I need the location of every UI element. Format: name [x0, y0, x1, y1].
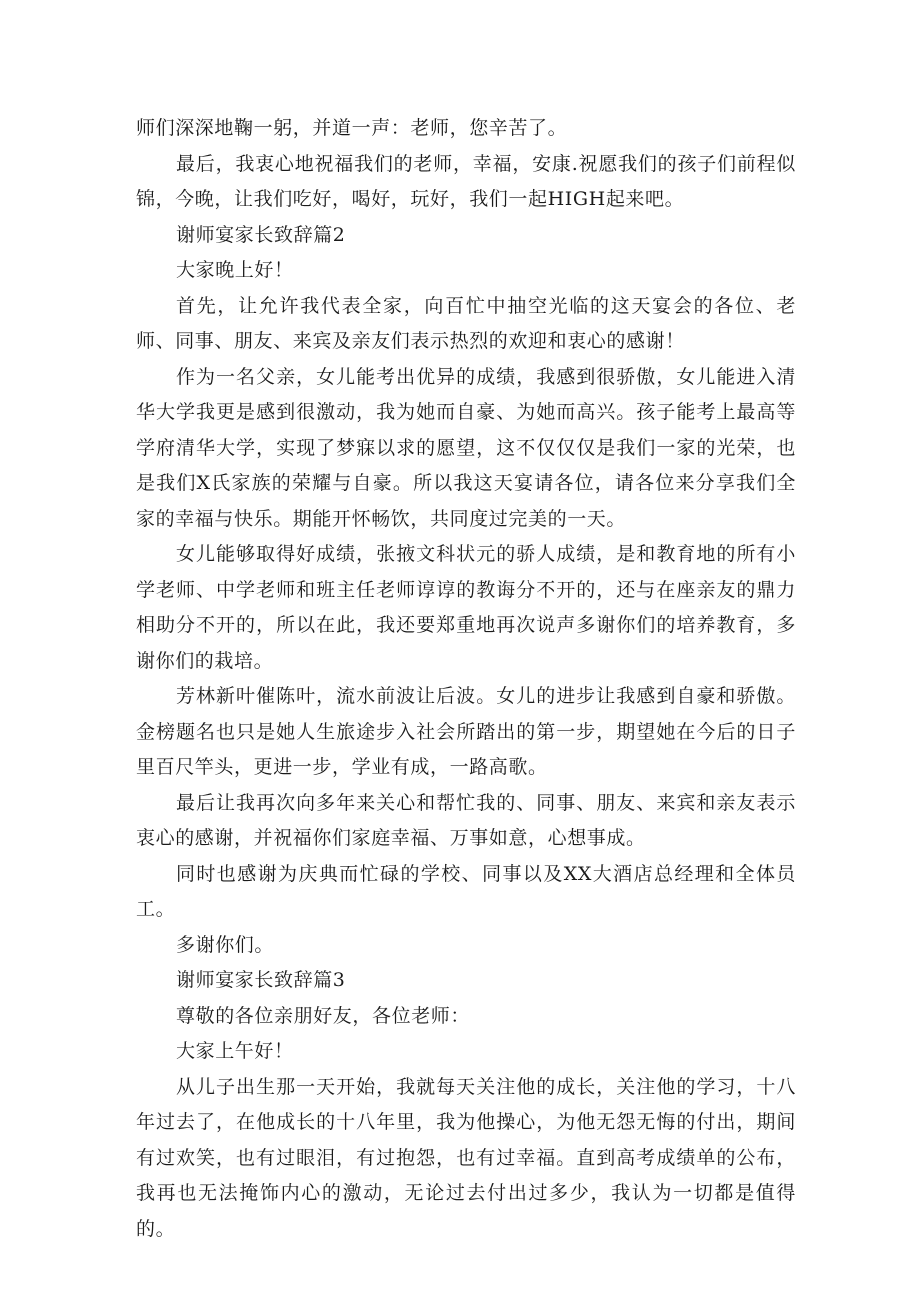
paragraph-welcome: 首先，让允许我代表全家，向百忙中抽空光临的这天宴会的各位、老师、同事、朋友、来宾及亲友们表示热烈的欢迎和衷心的感谢！	[136, 294, 796, 352]
paragraph-progress: 芳林新叶催陈叶，流水前波让后波。女儿的进步让我感到自豪和骄傲。金榜题名也只是她人生旅途步入社会所踏出的第一步，期望她在今后的日子里百尺竿头，更进一步，学业有成，一路高歌。	[136, 685, 796, 778]
paragraph-final-thanks: 最后让我再次向多年来关心和帮忙我的、同事、朋友、来宾和亲友表示衷心的感谢，并祝福你们家庭幸福、万事如意，心想事成。	[136, 791, 796, 849]
section-heading-3: 谢师宴家长致辞篇3	[176, 969, 346, 991]
paragraph-thank-you: 多谢你们。	[176, 933, 275, 956]
greeting-morning: 大家上午好！	[176, 1040, 294, 1062]
salutation: 尊敬的各位亲朋好友，各位老师：	[176, 1004, 471, 1027]
paragraph-closing-wishes: 最后，我衷心地祝福我们的老师，幸福，安康.祝愿我们的孩子们前程似锦，今晚，让我们吃好，喝好，玩好，我们一起HIGH起来吧。	[136, 152, 796, 210]
document-body	[136, 111, 796, 1247]
paragraph-teachers-thanks: 女儿能够取得好成绩，张掖文科状元的骄人成绩，是和教育地的所有小学老师、中学老师和班主任老师谆谆的教诲分不开的，还与在座亲友的鼎力相助分不开的，所以在此，我还要郑重地再次说声多谢你们的培养教育，多谢你们的栽培。	[136, 543, 796, 672]
section-heading-2: 谢师宴家长致辞篇2	[176, 223, 346, 246]
paragraph-father-pride: 作为一名父亲，女儿能考出优异的成绩，我感到很骄傲，女儿能进入清华大学我更是感到很激动，我为她而自豪、为她而高兴。孩子能考上最高等学府清华大学，实现了梦寐以求的愿望，这不仅仅仅是我们一家的光荣，也是我们X氏家族的荣耀与自豪。所以我这天宴请各位，请各位来分享我们全家的幸福与快乐。期能开怀畅饮，共同度过完美的一天。	[136, 365, 796, 530]
greeting-evening: 大家晚上好！	[176, 259, 294, 281]
paragraph-son-growth: 从儿子出生那一天开始，我就每天关注他的成长，关注他的学习，十八年过去了，在他成长的十八年里，我为他操心，为他无怨无悔的付出，期间有过欢笑，也有过眼泪，有过抱怨，也有过幸福。直到高考成绩单的公布，我再也无法掩饰内心的激动，无论过去付出过多少，我认为一切都是值得的。	[136, 1075, 796, 1240]
paragraph-continued: 师们深深地鞠一躬，并道一声：老师，您辛苦了。	[136, 117, 568, 139]
paragraph-hotel-thanks: 同时也感谢为庆典而忙碌的学校、同事以及XX大酒店总经理和全体员工。	[136, 862, 796, 920]
